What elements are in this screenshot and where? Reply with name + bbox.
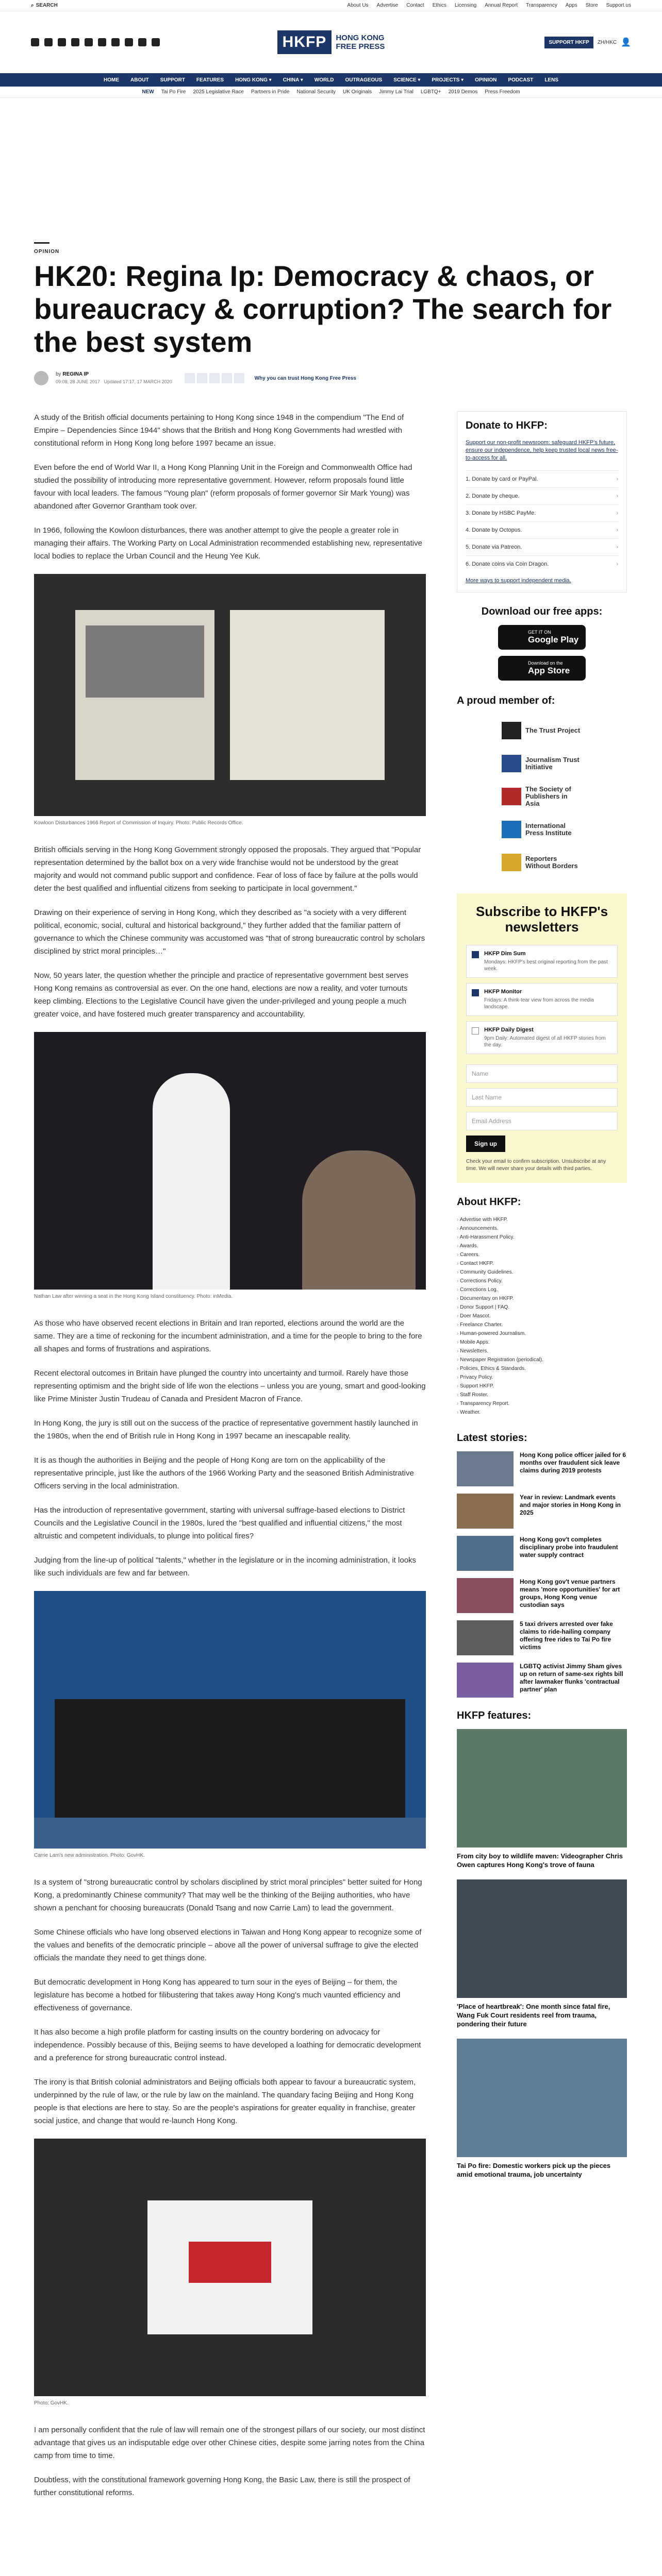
about-link[interactable]: › Corrections Policy.	[457, 1277, 627, 1285]
nav-item[interactable]: PROJECTS ▾	[432, 77, 464, 83]
logo-line-2: FREE PRESS	[336, 42, 385, 51]
facebook-icon[interactable]	[44, 38, 53, 46]
about-link[interactable]: › Support HKFP.	[457, 1382, 627, 1391]
article-paragraph: I am personally confident that the rule of law will remain one of the strongest pillars of our society, our most distinct advantage that gives us an indisputable edge over other Chinese cities, despite some jarring notes from the China camp from time to time.	[34, 2426, 425, 2460]
utility-link[interactable]: Advertise	[376, 3, 399, 8]
article-paragraph: It has also become a high profile platform for casting insults on the country bordering on advocacy for independence. Possibly because of this, Beijing seems to have developed a loathing for democratic development and a preference for strong bureaucratic control instead.	[34, 2028, 421, 2062]
story-item[interactable]	[457, 1536, 627, 1571]
sign-up-button[interactable]: Sign up	[466, 1136, 505, 1152]
more-ways-link[interactable]: More ways to support independent media.	[466, 578, 571, 584]
administration-photo	[34, 1591, 426, 1849]
user-icon[interactable]: 👤	[621, 38, 631, 47]
story-title[interactable]: LGBTQ activist Jimmy Sham gives up on return of same-sex rights bill after lawmaker flunks 'contractual partner' plan	[520, 1663, 623, 1693]
partner-logo[interactable]	[457, 780, 627, 813]
newsletter-name: HKFP Daily Digest	[484, 1027, 534, 1033]
badge-small-text: GET IT ON	[528, 630, 551, 635]
content-columns	[0, 411, 662, 2511]
trending-item[interactable]: Jimmy Lai Trial	[379, 89, 413, 95]
search-label: SEARCH	[36, 3, 58, 8]
donate-option-label: 5. Donate via Patreon.	[466, 544, 522, 550]
latest-stories-widget	[457, 1432, 627, 1698]
latest-title: Latest stories:	[457, 1432, 527, 1444]
checkbox-checked-icon[interactable]	[472, 989, 479, 996]
donate-option[interactable]	[466, 504, 618, 521]
ipi-logo	[502, 821, 521, 838]
sidebar	[457, 411, 627, 2511]
apps-title: Download our free apps:	[481, 606, 603, 617]
article-paragraph: The irony is that British colonial administrators and Beijing officials both appear to favour a bureaucratic system, underpinned by the rule of law, or the rule by law on the mainland. The quandary facing Beijing and Hong Kong people is that elections are here to stay. So are the people's aspirations for greater equality in franchise, greater social justice, and change that would re-launch Hong Kong.	[34, 2078, 416, 2125]
telegram-icon[interactable]	[98, 38, 106, 46]
app-store-badge[interactable]	[498, 656, 586, 681]
trending-item[interactable]: LGBTQ+	[420, 89, 441, 95]
utility-link[interactable]: Ethics	[432, 3, 446, 8]
newsletter-name: HKFP Dim Sum	[484, 951, 526, 957]
about-link[interactable]: › Freelance Charter.	[457, 1320, 627, 1329]
nav-item[interactable]: HONG KONG ▾	[235, 77, 272, 83]
newsletter-widget	[457, 893, 627, 1183]
main-nav	[0, 73, 662, 87]
google-play-badge[interactable]	[498, 625, 586, 650]
author-avatar	[34, 371, 48, 385]
story-item[interactable]	[457, 1620, 627, 1655]
about-link[interactable]: › Transparency Report.	[457, 1399, 627, 1408]
nav-item[interactable]: OPINION	[475, 77, 497, 83]
language-link[interactable]: ZH/HKC	[597, 39, 617, 45]
donate-option-label: 6. Donate coins via Coin Dragon.	[466, 561, 549, 567]
trending-item[interactable]: National Security	[296, 89, 336, 95]
features-widget	[457, 1710, 627, 2179]
about-link[interactable]: › Contact HKFP.	[457, 1259, 627, 1268]
utility-links	[347, 3, 631, 8]
feature-image	[457, 1729, 627, 1848]
partner-name: The Society of Publishers in Asia	[525, 785, 571, 807]
story-item[interactable]	[457, 1663, 627, 1698]
donate-option[interactable]	[466, 487, 618, 504]
chevron-right-icon: ›	[616, 561, 618, 567]
about-link[interactable]: › Staff Roster.	[457, 1391, 627, 1399]
search-button[interactable]	[31, 3, 58, 8]
donate-title: Donate to HKFP:	[466, 420, 548, 431]
share-whatsapp-icon[interactable]	[209, 373, 220, 383]
donate-widget	[457, 411, 627, 592]
trending-item[interactable]: Press Freedom	[485, 89, 520, 95]
article-header	[0, 242, 662, 385]
partner-logo[interactable]	[457, 747, 627, 780]
youtube-icon[interactable]	[85, 38, 93, 46]
story-thumbnail	[457, 1451, 514, 1486]
email-field[interactable]: Email Address	[466, 1112, 618, 1130]
x-icon[interactable]	[31, 38, 39, 46]
donate-option-label: 4. Donate by Octopus.	[466, 527, 522, 533]
social-links	[31, 38, 165, 46]
trust-project-logo	[502, 722, 521, 739]
logo-mark: HKFP	[277, 30, 332, 54]
article-paragraph: In 1966, following the Kowloon disturbances, there was another attempt to give the people a greater role in managing their affairs. The Working Party on Local Administration recommended establishing new, representative local bodies to replace the Urban Council and the Heung Yee Kuk.	[34, 526, 422, 561]
article-paragraph: Even before the end of World War II, a Hong Kong Planning Unit in the Foreign and Commonwealth Office had studied the possibility of introducing more representative government. However, reform proposals found little favour with local leaders. The famous "Young plan" (reform proposals of former governor Sir Mark Young) was abandoned after Governor Grantham took over.	[34, 463, 412, 511]
chevron-right-icon: ›	[616, 493, 618, 499]
nav-item[interactable]: CHINA ▾	[283, 77, 303, 83]
about-link[interactable]: › Awards.	[457, 1242, 627, 1250]
newsletter-desc: Mondays: HKFP's best original reporting from the past week.	[484, 959, 608, 972]
checkbox-icon[interactable]	[472, 1027, 479, 1035]
trust-link[interactable]: Why you can trust Hong Kong Free Press	[254, 375, 356, 381]
ballot-photo	[34, 2139, 426, 2396]
nav-item[interactable]: LENS	[544, 77, 558, 83]
donate-option[interactable]	[466, 555, 618, 572]
article-headline: HK20: Regina Ip: Democracy & chaos, or bureaucracy & corruption? The search for the best system	[34, 260, 612, 358]
apps-widget	[457, 606, 627, 681]
jti-logo	[502, 755, 521, 772]
story-item[interactable]	[457, 1578, 627, 1613]
instagram-icon[interactable]	[58, 38, 66, 46]
donate-intro-link[interactable]: Support our non-profit newsroom: safeguard HKFP's future, ensure our independence, help keep trusted local news free-to-access for all.	[466, 439, 618, 461]
utility-link[interactable]: Licensing	[454, 3, 477, 8]
chevron-right-icon: ›	[616, 527, 618, 533]
article-paragraph: Now, 50 years later, the question whether the principle and practice of representative government best serves Hong Kong remains as controversial as ever. On the one hand, elections are now a reality, and voter turnouts keep climbing. Elections to the Legislative Council have given the under-privileged and young people a much greater voice, and have fostered much greater transparency and accountability.	[34, 971, 409, 1019]
about-link[interactable]: › Newsletters.	[457, 1347, 627, 1355]
last-name-field[interactable]: Last Name	[466, 1088, 618, 1107]
utility-link[interactable]: Transparency	[526, 3, 557, 8]
nav-item[interactable]: WORLD	[314, 77, 334, 83]
article-paragraph: Drawing on their experience of serving in Hong Kong, which they described as "a society with a very different political, economic, social, cultural and historical background," they further added that the familiar pattern of governance to which the Chinese community was accustomed was "that of strong bureaucratic control by scholars disciplined by strict moral principles…"	[34, 908, 425, 956]
story-thumbnail	[457, 1536, 514, 1571]
logo-wordmark	[336, 33, 385, 51]
about-widget	[457, 1196, 627, 1417]
about-link[interactable]: › Community Guidelines.	[457, 1268, 627, 1277]
about-link[interactable]: › Corrections Log.	[457, 1285, 627, 1294]
trending-item[interactable]: 2025 Legislative Race	[193, 89, 244, 95]
feature-item[interactable]	[457, 2039, 627, 2179]
donate-option-label: 2. Donate by cheque.	[466, 493, 520, 499]
trending-item[interactable]: UK Originals	[342, 89, 372, 95]
election-photo	[34, 1032, 426, 1290]
article-body	[34, 411, 426, 2511]
article-paragraph: Some Chinese officials who have long observed elections in Taiwan and Hong Kong appear to recognize some of the values and benefits of the democratic principle – above all the power of universal suffrage to give the elected officials the mandate they need to get things done.	[34, 1928, 422, 1962]
whatsapp-icon[interactable]	[111, 38, 120, 46]
article-paragraph: Recent electoral outcomes in Britain have plunged the country into uncertainty and turmoil. Rarely have those representing optimism and the bright side of life won the elections – unless you are young, smart and good-looking like Prime Minister Justin Trudeau of Canada and President Macron of France.	[34, 1369, 426, 1403]
section-label[interactable]: OPINION	[34, 249, 60, 255]
article-paragraph: In Hong Kong, the jury is still out on the success of the practice of representative government hastily launched in the 1980s, when the end of British rule in Hong Kong in 1997 became an inescapable reality.	[34, 1419, 418, 1440]
story-thumbnail	[457, 1494, 514, 1529]
about-link[interactable]: › Newspaper Registration (periodical).	[457, 1355, 627, 1364]
rsf-logo	[502, 854, 521, 871]
utility-link[interactable]: Support us	[606, 3, 631, 8]
donate-option[interactable]	[466, 521, 618, 538]
rss-icon[interactable]	[152, 38, 160, 46]
story-title[interactable]: Hong Kong gov't venue partners means 'more opportunities' for art groups, Hong Kong venue custodian says	[520, 1578, 620, 1608]
byline-prefix: by	[56, 371, 61, 377]
story-title[interactable]: Year in review: Landmark events and major stories in Hong Kong in 2025	[520, 1494, 621, 1516]
chevron-right-icon: ›	[616, 476, 618, 482]
article-paragraph: Has the introduction of representative government, starting with universal suffrage-based elections to District Councils and the Legislative Council in the 1980s, lured the "best qualified and influential citizens," the most altruistic and competent individuals, to plunge into political fires?	[34, 1506, 405, 1540]
updated-date: Updated 17:17, 17 MARCH 2020	[104, 379, 172, 384]
article-paragraph: It is as though the authorities in Beijing and the people of Hong Kong are torn on the applicability of the representative principle, just like the authors of the 1966 Working Party and the seasoned British Administrative Officers serving in the local administration.	[34, 1456, 414, 1490]
about-title: About HKFP:	[457, 1196, 521, 1208]
section-divider	[34, 242, 49, 244]
about-link[interactable]: › Weather.	[457, 1408, 627, 1417]
nav-item[interactable]: SCIENCE ▾	[393, 77, 421, 83]
photo-caption: Kowloon Disturbances 1966 Report of Commission of Inquiry. Photo: Public Records Office.	[34, 820, 243, 826]
newsletter-option[interactable]	[466, 1021, 618, 1054]
donate-option[interactable]	[466, 538, 618, 555]
feature-image	[457, 1879, 627, 1998]
trending-nav	[0, 87, 662, 98]
share-facebook-icon[interactable]	[185, 373, 195, 383]
nav-item[interactable]: PODCAST	[508, 77, 534, 83]
story-item[interactable]	[457, 1494, 627, 1529]
share-link-icon[interactable]	[234, 373, 244, 383]
newsletter-option[interactable]	[466, 945, 618, 978]
trending-item[interactable]: 2019 Demos	[448, 89, 478, 95]
site-logo[interactable]	[277, 30, 385, 54]
new-badge: NEW	[142, 89, 154, 95]
about-list	[457, 1215, 627, 1417]
utility-link[interactable]: Apps	[565, 3, 577, 8]
share-buttons	[185, 373, 244, 383]
about-link[interactable]: › Advertise with HKFP.	[457, 1215, 627, 1224]
utility-link[interactable]: Store	[585, 3, 598, 8]
trending-item[interactable]: Partners in Pride	[251, 89, 290, 95]
name-field[interactable]: Name	[466, 1064, 618, 1083]
newsletter-desc: 9pm Daily: Automated digest of all HKFP stories from the day.	[484, 1036, 606, 1048]
badge-big-text: Google Play	[528, 635, 579, 645]
feature-item[interactable]	[457, 1879, 627, 2028]
features-title: HKFP features:	[457, 1710, 532, 1721]
author-name[interactable]: REGINA IP	[62, 371, 89, 377]
byline-row	[34, 371, 628, 385]
chevron-right-icon: ›	[616, 544, 618, 550]
story-title[interactable]: 5 taxi drivers arrested over fake claims to ride-hailing company offering free rides to Tai Po fire victims	[520, 1620, 613, 1651]
threads-icon[interactable]	[71, 38, 79, 46]
byline	[56, 371, 172, 385]
donate-option[interactable]	[466, 470, 618, 487]
share-x-icon[interactable]	[197, 373, 207, 383]
about-link[interactable]: › Careers.	[457, 1250, 627, 1259]
badge-big-text: App Store	[528, 666, 570, 675]
badge-small-text: Download on the	[528, 660, 563, 666]
story-thumbnail	[457, 1620, 514, 1655]
nav-item[interactable]: ABOUT	[130, 77, 149, 83]
about-link[interactable]: › Policies, Ethics & Standards.	[457, 1364, 627, 1373]
feature-item[interactable]	[457, 1729, 627, 1869]
header-actions	[497, 37, 631, 48]
utility-link[interactable]: About Us	[347, 3, 369, 8]
partner-name: International Press Institute	[525, 822, 572, 837]
article-paragraph: A study of the British official documents pertaining to Hong Kong since 1948 in the compendium "The End of Empire – Dependencies Since 1944" shows that the British and Hong Kong Governments had wrestled with constitutional reform in Hong Kong long before 1997 became an issue.	[34, 413, 404, 448]
nav-item[interactable]: HOME	[104, 77, 120, 83]
logo-line-1: HONG KONG	[336, 33, 385, 42]
article-paragraph: Judging from the line-up of political "talents," whether in the legislature or in the incoming administration, it looks like such individuals are few and far between.	[34, 1556, 417, 1578]
story-thumbnail	[457, 1663, 514, 1698]
utility-link[interactable]: Annual Report	[485, 3, 518, 8]
story-title[interactable]: Hong Kong police officer jailed for 6 months over fraudulent sick leave claims during 2019 protests	[520, 1451, 626, 1474]
photo-caption: Carrie Lam's new administration. Photo: GovHK.	[34, 1853, 145, 1858]
top-utility-bar	[0, 0, 662, 11]
article-paragraph: But democratic development in Hong Kong has appeared to turn sour in the eyes of Beijing – for them, the legislature has become a hotbed for filibustering that takes away Hong Kong's much vaunted efficiency and effectiveness of governance.	[34, 1978, 401, 2012]
newsletter-option[interactable]	[466, 983, 618, 1016]
feature-image	[457, 2039, 627, 2157]
about-link[interactable]: › Mobile Apps.	[457, 1338, 627, 1347]
nav-item[interactable]: SUPPORT	[160, 77, 185, 83]
feature-title[interactable]: Tai Po fire: Domestic workers pick up the pieces amid emotional trauma, job uncertainty	[457, 2162, 611, 2178]
donate-option-label: 3. Donate by HSBC PayMe.	[466, 510, 536, 516]
about-link[interactable]: › Anti-Harassment Policy.	[457, 1233, 627, 1242]
article-paragraph: British officials serving in the Hong Kong Government strongly opposed the proposals. They argued that "Popular representation determined by the ballot box on a very wide franchise would not be understood by the great majority and would not command public support and confidence. Fear of loss of face by failure at the polls would deter the best qualified and influential citizens from seeking to participate in local government."	[34, 845, 421, 893]
feature-title[interactable]: From city boy to wildlife maven: Videographer Chris Owen captures Hong Kong's trove of fauna	[457, 1852, 623, 1869]
partner-name: Reporters Without Borders	[525, 855, 578, 870]
partner-logo[interactable]	[457, 714, 627, 747]
partner-name: Journalism Trust Initiative	[525, 756, 580, 771]
newsletter-desc: Fridays: A think-tear view from across the media landscape.	[484, 997, 594, 1010]
article-paragraph: As those who have observed recent elections in Britain and Iran reported, elections around the world are the same. They are a time of reckoning for the incumbent administration, and a time for the people to bring to the fore all shapes and forms of frustrations and aspirations.	[34, 1319, 422, 1353]
nav-item[interactable]: FEATURES	[196, 77, 224, 83]
article-paragraph: Doubtless, with the constitutional framework governing Hong Kong, the Basic Law, there is still the prospect of further constitutional reforms.	[34, 2476, 410, 2497]
partners-title: A proud member of:	[457, 695, 555, 706]
about-link[interactable]: › Doer Mascot.	[457, 1312, 627, 1320]
story-thumbnail	[457, 1578, 514, 1613]
email-icon[interactable]	[138, 38, 146, 46]
photo-caption: Nathan Law after winning a seat in the Hong Kong Island constituency. Photo: inMedia.	[34, 1294, 233, 1299]
partner-logo[interactable]	[457, 846, 627, 879]
about-link[interactable]: › Privacy Policy.	[457, 1373, 627, 1382]
nav-item[interactable]: OUTRAGEOUS	[345, 77, 383, 83]
feature-title[interactable]: 'Place of heartbreak': One month since fatal fire, Wang Fuk Court residents reel from trauma, pondering their future	[457, 2003, 610, 2028]
checkbox-checked-icon[interactable]	[472, 951, 479, 958]
search-icon: ⌕	[31, 3, 34, 8]
newsletter-title: Subscribe to HKFP's newsletters	[475, 904, 608, 935]
about-link[interactable]: › Documentary on HKFP.	[457, 1294, 627, 1303]
support-hkfp-button[interactable]: SUPPORT HKFP	[544, 37, 593, 48]
partners-widget	[457, 695, 627, 879]
partner-name: The Trust Project	[525, 726, 581, 734]
chevron-right-icon: ›	[616, 510, 618, 516]
donate-option-label: 1. Donate by card or PayPal.	[466, 476, 538, 482]
utility-link[interactable]: Contact	[406, 3, 424, 8]
about-link[interactable]: › Donor Support | FAQ.	[457, 1303, 627, 1312]
sopa-logo	[502, 788, 521, 805]
partner-logo[interactable]	[457, 813, 627, 846]
newsletter-name: HKFP Monitor	[484, 989, 522, 995]
linkedin-icon[interactable]	[125, 38, 133, 46]
photo-caption: Photo: GovHK.	[34, 2400, 69, 2406]
story-item[interactable]	[457, 1451, 627, 1486]
trending-item[interactable]: Tai Po Fire	[161, 89, 186, 95]
story-title[interactable]: Hong Kong gov't completes disciplinary probe into fraudulent water supply contract	[520, 1536, 618, 1558]
about-link[interactable]: › Human-powered Journalism.	[457, 1329, 627, 1338]
publish-date: 09:08, 28 JUNE 2017	[56, 379, 101, 384]
newsletter-note: Check your email to confirm subscription. Unsubscribe at any time. We will never share your details with third parties.	[466, 1159, 606, 1172]
about-link[interactable]: › Announcements.	[457, 1224, 627, 1233]
report-photo	[34, 574, 426, 816]
site-header	[0, 11, 662, 73]
article-paragraph: Is a system of "strong bureaucratic control by scholars disciplined by strict moral principles" better suited for Hong Kong, a predominantly Chinese community? That may well be the thinking of the Beijing authorities, who have shown a penchant for choosing bureaucrats (Donald Tsang and now Carrie Lam) to lead the government.	[34, 1878, 422, 1912]
share-email-icon[interactable]	[222, 373, 232, 383]
